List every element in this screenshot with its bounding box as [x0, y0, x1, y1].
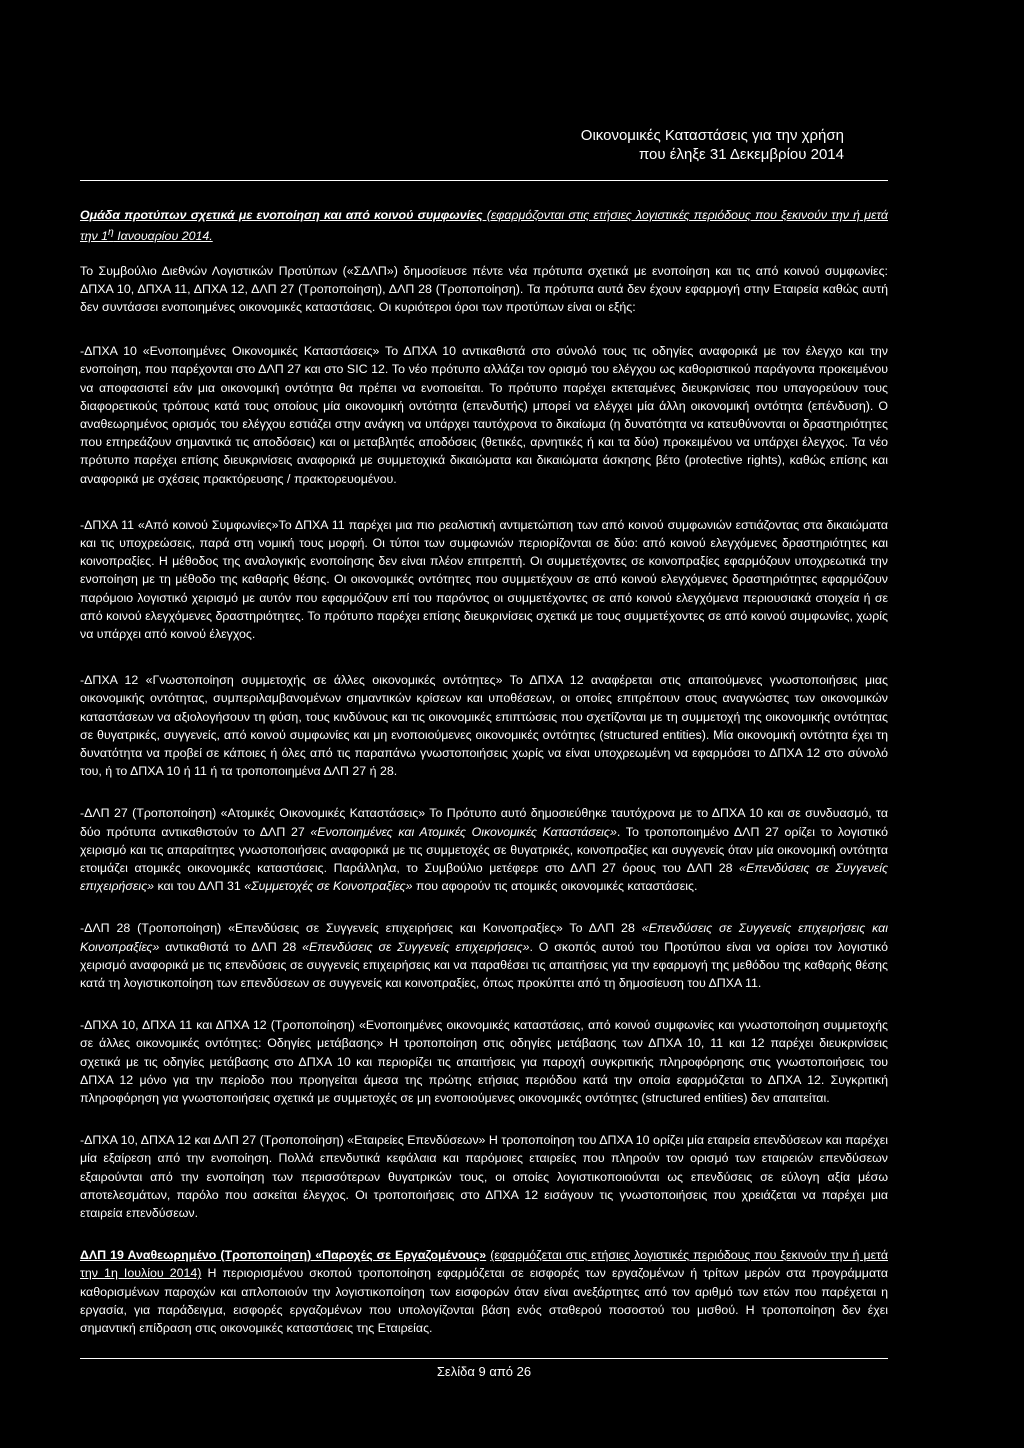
ias28-a: -ΔΛΠ 28 (Τροποποίηση) «Επενδύσεις σε Συγγενείς επιχειρήσεις και Κοινοπραξίες» Το ΔΛΠ 28: [80, 921, 642, 936]
ias27-i1: «Ενοποιημένες και Ατομικές Οικονομικές Καταστάσεις»: [310, 824, 617, 839]
document-body: [80, 206, 888, 1351]
group-note-b: Ιανουαρίου 2014.: [113, 229, 213, 244]
ias28-i1: «Επενδύσεις σε Συγγενείς επιχειρήσεις και Κοινοπραξίες»: [80, 921, 888, 954]
ias28-c: . Ο σκοπός αυτού του Προτύπου είναι να ορίσει τον λογιστικό χειρισμό αναφορικά με τις επενδύσεις σε συγγενείς επιχειρήσεις και να παραθέσει τις απαιτήσεις για την εφαρμογή της μεθόδου της καθαρής θέσης κατά τη λογιστικοποίηση των επενδύσεων σε συγγενείς και κοινοπραξίες, όπως προκύπτει από τη δημοσίευση του ΔΠΧΑ 11.: [80, 939, 888, 991]
ias28-i2: «Επενδύσεις σε Συγγενείς επιχειρήσεις»: [302, 939, 530, 954]
header-divider: [80, 180, 888, 181]
ifrs10-paragraph: -ΔΠΧΑ 10 «Ενοποιημένες Οικονομικές Καταστάσεις» Το ΔΠΧΑ 10 αντικαθιστά στο σύνολό τους τις οδηγίες αναφορικά με τον έλεγχο και την ενοποίηση, που παρέχονται στο ΔΛΠ 27 και στο SIC 12. Το νέο πρότυπο αλλάζει τον ορισμό του ελέγχου ως καθοριστικού παράγοντα προκειμένου να αποφασιστεί εάν μια οικονομική οντότητα θα πρέπει να ενοποιείται. Το πρότυπο παρέχει εκτεταμένες διευκρινίσεις που υπαγορεύουν τους διαφορετικούς τρόπους κατά τους οποίους μία οικονομική οντότητα (επενδυτής) μπορεί να ελέγχει μία άλλη οικονομική οντότητα (επένδυση). Ο αναθεωρημένος ορισμός του ελέγχου εστιάζει στην ανάγκη να υπάρχει ταυτόχρονα το δικαίωμα (η δυνατότητα να κατευθύνονται οι δραστηριότητες που επηρεάζουν σημαντικά τις αποδόσεις) και οι μεταβλητές αποδόσεις (θετικές, αρνητικές ή και τα δύο) προκειμένου να υπάρχει έλεγχος. Τα νέο πρότυπο παρέχει επίσης διευκρινίσεις αναφορικά με συμμετοχικά δικαιώματα και δικαιώματα άσκησης βέτο (protective rights), καθώς επίσης και αναφορικά με σχέσεις πρακτόρευσης / πρακτορευομένου.: [80, 344, 888, 486]
ias27-i2: «Επενδύσεις σε Συγγενείς επιχειρήσεις»: [80, 861, 889, 894]
header-title: Οικονομικές Καταστάσεις για την χρήση: [580, 127, 844, 144]
page-number: Σελίδα 9 από 26: [436, 1364, 532, 1379]
ias27-b: . Το τροποποιημένο ΔΛΠ 27 ορίζει το λογιστικό χειρισμό και τις απαραίτητες γνωστοποιήσεις αναφορικά με τις συμμετοχές σε θυγατρικές, κοινοπραξίες και συγγενείς όταν μία οικονομική οντότητα ετοιμάζει ατομικές οικονομικές καταστάσεις. Παράλληλα, το Συμβούλιο μετέφερε στο ΔΛΠ 27 όρους του ΔΛΠ 28: [80, 824, 888, 876]
ias28-b: αντικαθιστά το ΔΛΠ 28: [159, 939, 303, 954]
group-heading: [80, 206, 888, 246]
ias27-i3: «Συμμετοχές σε Κοινοπραξίες»: [244, 879, 413, 894]
ias19-note: (εφαρμόζεται στις ετήσιες λογιστικές περιόδους που ξεκινούν την ή μετά την 1η Ιουλίου 2014): [80, 1248, 888, 1281]
group-note-sup: η: [108, 227, 114, 239]
group-title: Ομάδα προτύπων σχετικά με ενοποίηση και από κοινού συμφωνίες: [80, 208, 483, 222]
ias28-paragraph: [80, 919, 888, 992]
ias27-d: που αφορούν τις ατομικές οικονομικές καταστάσεις.: [412, 879, 698, 894]
footer-divider: [80, 1358, 888, 1359]
ias19-title: ΔΛΠ 19 Αναθεωρημένο (Τροποποίηση) «Παροχές σε Εργαζομένους»: [80, 1248, 487, 1263]
ifrs12-paragraph: -ΔΠΧΑ 12 «Γνωστοποίηση συμμετοχής σε άλλες οικονομικές οντότητες» Το ΔΠΧΑ 12 αναφέρεται στις απαιτούμενες γνωστοποιήσεις μιας οικονομικής οντότητας, συμπεριλαμβανομένων σημαντικών κρίσεων και υποθέσεων, οι οποίες επιτρέπουν στους αναγνώστες των οικονομικών καταστάσεων να αξιολογήσουν τη φύση, τους κινδύνους και τις οικονομικές επιπτώσεις που σχετίζονται με τη συμμετοχή της οικονομικής οντότητας σε θυγατρικές, συγγενείς, από κοινού συμφωνίες και μη ενοποιούμενες οικονομικές οντότητες (structured entities). Μία οικονομική οντότητα έχει τη δυνατότητα να προβεί σε κάποιες ή όλες από τις παραπάνω γνωστοποιήσεις χωρίς να είναι υποχρεωμένη να εφαρμόσει το ΔΠΧΑ 12 στο σύνολό του, ή το ΔΠΧΑ 10 ή 11 ή τα τροποποιημένα ΔΛΠ 27 ή 28.: [80, 673, 888, 779]
ias27-a: -ΔΛΠ 27 (Τροποποίηση) «Ατομικές Οικονομικές Καταστάσεις» Το Πρότυπο αυτό δημοσιεύθηκε ταυτόχρονα με το ΔΠΧΑ 10 και σε συνδυασμό, τα δύο πρότυπα αντικαθιστούν το ΔΛΠ 27: [80, 806, 888, 839]
investment-paragraph: -ΔΠΧΑ 10, ΔΠΧΑ 12 και ΔΛΠ 27 (Τροποποίηση) «Εταιρείες Επενδύσεων» Η τροποποίηση του ΔΠΧΑ 10 ορίζει μία εταιρεία επενδύσεων και παρέχει μία εξαίρεση από την ενοποίηση. Πολλά επενδυτικά κεφάλαια και παρόμοιες εταιρείες που πληρούν τον ορισμό των εταιρειών επενδύσεων εξαιρούνται από την ενοποίηση των περισσότερων θυγατρικών τους, οι οποίες λογιστικοποιούνται ως επενδύσεις σε εύλογη αξία μέσω αποτελεσμάτων, παρόλο που ασκείται έλεγχος. Οι τροποποιήσεις στο ΔΠΧΑ 12 εισάγουν τις γνωστοποιήσεις που χρειάζεται να παρέχει μια εταιρεία επενδύσεων.: [80, 1133, 888, 1221]
header-period: που έληξε 31 Δεκεμβρίου 2014: [638, 146, 844, 163]
ias19-paragraph: [80, 1246, 888, 1337]
transition-paragraph: -ΔΠΧΑ 10, ΔΠΧΑ 11 και ΔΠΧΑ 12 (Τροποποίηση) «Ενοποιημένες οικονομικές καταστάσεις, από κοινού συμφωνίες και γνωστοποίηση συμμετοχής σε άλλες οικονομικές οντότητες: Οδηγίες μετάβασης» Η τροποποίηση στις οδηγίες μετάβασης των ΔΠΧΑ 10, 11 και 12 παρέχει διευκρινίσεις σχετικά με τις οδηγίες μετάβασης στο ΔΠΧΑ 10 και περιορίζει τις απαιτήσεις για παροχή συγκριτικής πληροφόρησης στις γνωστοποιήσεις του ΔΠΧΑ 12 μόνο για την περίοδο που προηγείται άμεσα της πρώτης ετήσιας περιόδου κατά την οποία εφαρμόζεται το ΔΠΧΑ 12. Συγκριτική πληροφόρηση για γνωστοποιήσεις σχετικά με συμμετοχές σε μη ενοποιούμενες οικονομικές οντότητες (structured entities) δεν απαιτείται.: [80, 1018, 888, 1106]
ias27-c: και του ΔΛΠ 31: [154, 879, 245, 894]
group-note-a: (εφαρμόζονται στις ετήσιες λογιστικές περιόδους που ξεκινούν την ή μετά την 1: [80, 208, 888, 244]
page-header: [581, 126, 844, 164]
ias19-text: Η περιορισμένου σκοπού τροποποίηση εφαρμόζεται σε εισφορές των εργαζομένων ή τρίτων μερών στα προγράμματα καθορισμένων παροχών και απλοποιούν την λογιστικοποίηση των εισφορών όταν είναι ανεξάρτητες από τον αριθμό των ετών που παρέχεται η εργασία, για παράδειγμα, εισφορές εργαζομένων που υπολογίζονται βάση ενός σταθερού ποσοστού του μισθού. Η τροποποίηση δεν έχει σημαντική επίδραση στις οικονομικές καταστάσεις της Εταιρείας.: [80, 1266, 888, 1336]
ias27-paragraph: [80, 804, 888, 895]
ifrs11-paragraph: -ΔΠΧΑ 11 «Από κοινού Συμφωνίες»Το ΔΠΧΑ 11 παρέχει μια πιο ρεαλιστική αντιμετώπιση των από κοινού συμφωνιών εστιάζοντας στα δικαιώματα και τις υποχρεώσεις, παρά στη νομική τους μορφή. Οι τύποι των συμφωνιών περιορίζονται σε δύο: από κοινού ελεγχόμενες δραστηριότητες και κοινοπραξίες. Η μέθοδος της αναλογικής ενοποίησης δεν είναι πλέον επιτρεπτή. Οι συμμετέχοντες σε κοινοπραξίες εφαρμόζουν υποχρεωτικά την ενοποίηση με τη μέθοδο της καθαρής θέσης. Οι οικονομικές οντότητες που συμμετέχουν σε από κοινού ελεγχόμενες δραστηριότητες εφαρμόζουν παρόμοιο λογιστικό χειρισμό με αυτόν που εφαρμόζουν επί του παρόντος οι συμμετέχοντες σε από κοινού ελεγχόμενα περιουσιακά στοιχεία ή σε από κοινού ελεγχόμενες δραστηριότητες. Το πρότυπο παρέχει επίσης διευκρινίσεις σχετικά με τους συμμετέχοντες σε από κοινού συμφωνίες, χωρίς να υπάρχει από κοινού έλεγχος.: [80, 517, 888, 641]
intro-paragraph: Το Συμβούλιο Διεθνών Λογιστικών Προτύπων («ΣΔΛΠ») δημοσίευσε πέντε νέα πρότυπα σχετικά με ενοποίηση και τις από κοινού συμφωνίες: ΔΠΧΑ 10, ΔΠΧΑ 11, ΔΠΧΑ 12, ΔΛΠ 27 (Τροποποίηση), ΔΛΠ 28 (Τροποποίηση). Τα πρότυπα αυτά δεν έχουν εφαρμογή στην Εταιρεία καθώς αυτή δεν συντάσσει ενοποιημένες οικονομικές καταστάσεις. Οι κυριότεροι όροι των προτύπων είναι οι εξής:: [80, 263, 888, 314]
